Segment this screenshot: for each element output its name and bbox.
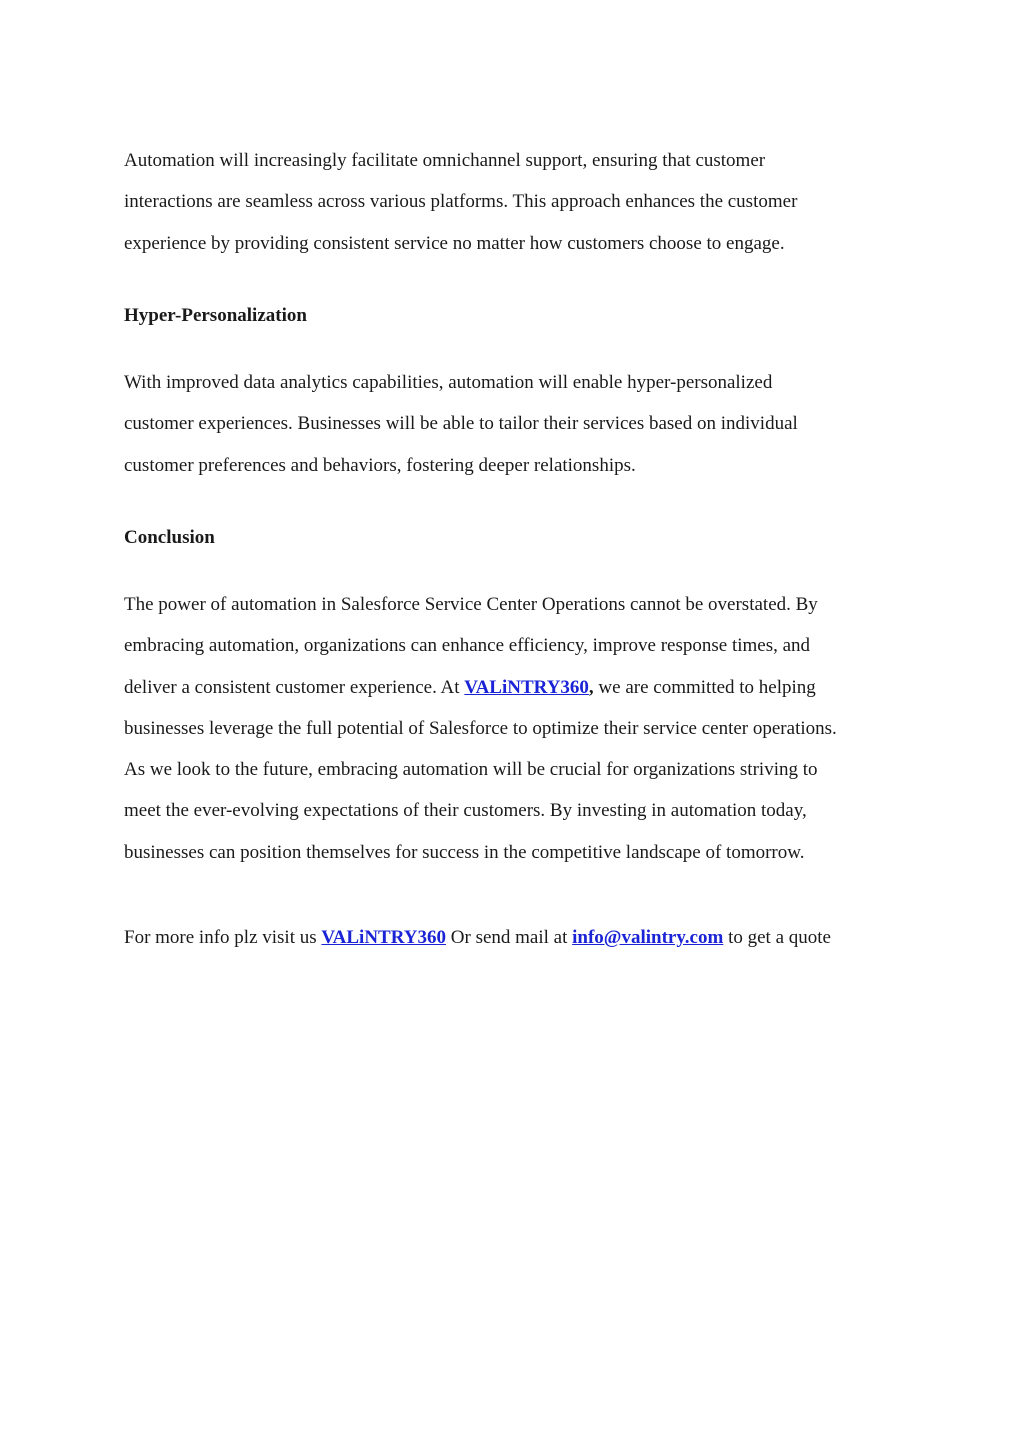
paragraph-line: businesses can position themselves for success in the competitive landscape of tomorrow. [124, 841, 805, 863]
paragraph-line [124, 917, 831, 958]
paragraph-line: As we look to the future, embracing automation will be crucial for organizations striving to [124, 759, 818, 781]
paragraph-omnichannel [124, 140, 797, 264]
paragraph-line: experience by providing consistent service no matter how customers choose to engage. [124, 232, 785, 254]
paragraph-line: The power of automation in Salesforce Service Center Operations cannot be overstated. By [124, 594, 818, 615]
paragraph-hyper-personalization [124, 362, 798, 486]
paragraph-line: meet the ever-evolving expectations of their customers. By investing in automation today, [124, 800, 807, 822]
text-segment: deliver a consistent customer experience. At [124, 676, 465, 698]
paragraph-line: customer preferences and behaviors, fostering deeper relationships. [124, 454, 636, 476]
paragraph-line: businesses leverage the full potential of Salesforce to optimize their service center operations. [124, 717, 837, 739]
valintry360-link[interactable]: VALiNTRY360 [321, 927, 447, 948]
paragraph-conclusion [124, 584, 837, 873]
text-segment: Or send mail at [446, 927, 573, 948]
text-segment: we are committed to helping [593, 676, 816, 698]
paragraph-line: customer experiences. Businesses will be able to tailor their services based on individual [124, 413, 798, 435]
text-segment: to get a quote [723, 927, 831, 948]
paragraph-line: Automation will increasingly facilitate omnichannel support, ensuring that customer [124, 150, 766, 171]
paragraph-line: interactions are seamless across various platforms. This approach enhances the customer [124, 191, 798, 213]
email-link[interactable]: info@valintry.com [572, 927, 724, 948]
paragraph-line: embracing automation, organizations can enhance efficiency, improve response times, and [124, 635, 811, 657]
paragraph-contact [124, 917, 831, 958]
text-segment: , [588, 676, 594, 698]
paragraph-line: With improved data analytics capabilities, automation will enable hyper-personalized [124, 372, 773, 393]
valintry360-link[interactable]: VALiNTRY360 [464, 676, 589, 698]
text-segment: For more info plz visit us [124, 927, 322, 948]
paragraph-line [124, 667, 837, 708]
heading-conclusion: Conclusion [124, 527, 215, 548]
heading-hyper-personalization: Hyper-Personalization [124, 305, 307, 326]
